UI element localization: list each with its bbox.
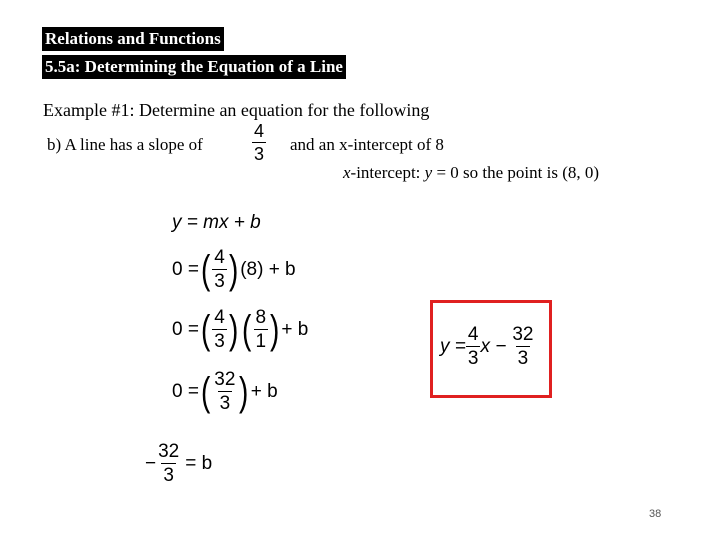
page-number: 38 (649, 508, 662, 520)
answer-f1-den: 3 (467, 348, 479, 369)
step-2-rest: (8) + b (240, 258, 296, 280)
step-3-f2-den: 1 (255, 331, 267, 352)
example-prompt: Example #1: Determine an equation for the following (43, 100, 430, 120)
intercept-note (343, 163, 599, 183)
answer-lhs: y = (440, 335, 466, 357)
step-4-tail: + b (250, 380, 278, 402)
step-5 (145, 442, 212, 485)
slide-title-line1: Relations and Functions (42, 27, 224, 51)
step-4: 0 = ( $\frac{32}{3}$ ) + b (172, 369, 278, 414)
step-2: 0 = ( $\frac{4}{3}$ ) (8) + b (172, 247, 296, 292)
answer-equation (440, 325, 535, 368)
slide-title-line2: 5.5a: Determining the Equation of a Line (42, 55, 346, 79)
answer-f2-num: 32 (512, 324, 534, 345)
slope-fraction (252, 122, 266, 163)
x-var: x (343, 163, 351, 182)
part-b-text: b) A line has a slope of (47, 135, 203, 154)
step-3-f2-num: 8 (255, 307, 267, 328)
step-3-f1-den: 3 (214, 331, 225, 352)
step-4-den: 3 (219, 393, 231, 414)
part-b-suffix: and an x-intercept of 8 (290, 135, 444, 154)
slope-numerator: 4 (254, 121, 265, 141)
y-var: y (424, 163, 433, 182)
answer-f1-num: 4 (467, 324, 479, 345)
step-5-num: 32 (158, 441, 180, 462)
step-2-num: 4 (214, 247, 225, 268)
step-4-num: 32 (214, 369, 236, 390)
step-3: 0 = ( $\frac{4}{3}$ ) ( $\frac{8}{1}$ ) + b (172, 307, 309, 352)
answer-f2-den: 3 (517, 348, 529, 369)
step-5-sign: − (145, 452, 157, 474)
step-3-tail: + b (281, 318, 309, 340)
step-4-lhs: 0 = (172, 380, 199, 402)
step-2-den: 3 (214, 271, 225, 292)
step-3-lhs: 0 = (172, 318, 199, 340)
step-5-den: 3 (163, 465, 174, 486)
intercept-note-text: -intercept: (350, 163, 425, 182)
step-1 (172, 212, 261, 234)
step-3-f1-num: 4 (214, 307, 225, 328)
step-2-lhs: 0 = (172, 258, 199, 280)
intercept-note-tail: = 0 so the point is (8, 0) (432, 163, 600, 182)
slope-denominator: 3 (254, 144, 265, 164)
answer-mid: x − (480, 335, 507, 357)
step-5-tail: = b (185, 452, 213, 474)
step-1-text: y = mx + b (172, 212, 261, 233)
